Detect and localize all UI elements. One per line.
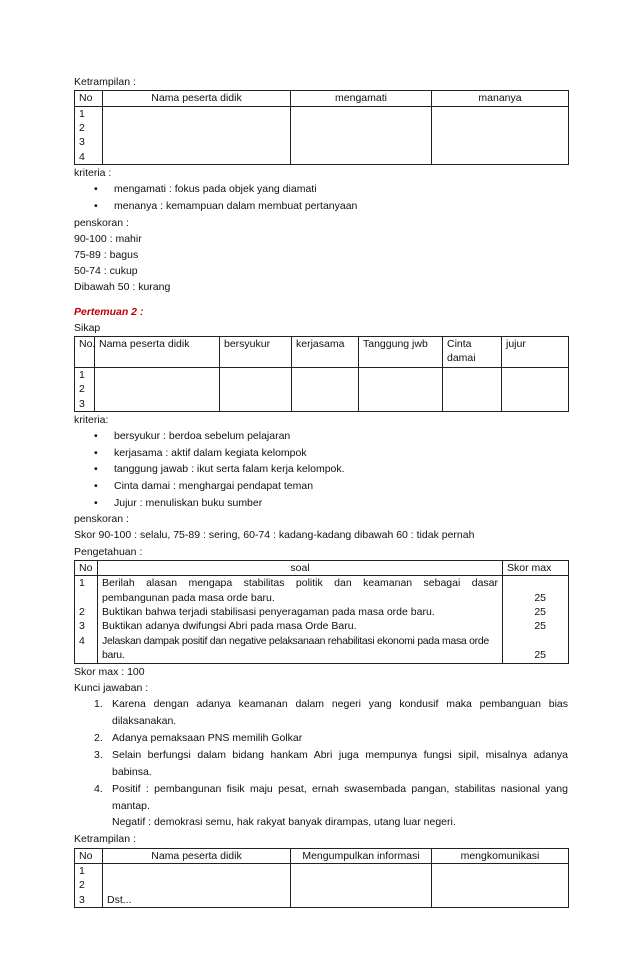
list-item: • bersyukur : berdoa sebelum pelajaran: [74, 428, 568, 445]
pengetahuan-label: Pengetahuan :: [74, 545, 143, 558]
score-line: Dibawah 50 : kurang: [74, 281, 171, 294]
row-number: 2: [79, 122, 85, 135]
ketrampilan-table-1: [74, 90, 569, 165]
cell-empty: [432, 863, 569, 907]
table-header-row: [75, 848, 569, 863]
header-mengumpulkan: Mengumpulkan informasi: [291, 848, 432, 863]
skor-value: 25: [534, 649, 546, 662]
header-kerjasama: kerjasama: [292, 336, 359, 367]
row-number: 4: [79, 634, 85, 647]
kriteria-label: kriteria :: [74, 167, 112, 180]
header-tanggung-jawab: Tanggung jwb: [359, 336, 443, 367]
kriteria-list: [74, 181, 568, 214]
item-number: 3.: [94, 748, 103, 761]
header-soal: soal: [98, 560, 503, 575]
table-header-row: [75, 560, 569, 575]
table-header-row: [75, 91, 569, 106]
penskoran-label: penskoran :: [74, 216, 129, 229]
cell-empty: [103, 106, 291, 165]
row-number: 1: [79, 107, 85, 120]
row-numbers: [75, 863, 103, 907]
row-numbers: [75, 106, 103, 165]
cell-empty: [95, 367, 220, 411]
cell-empty: [220, 367, 292, 411]
item-text: Karena dengan adanya keamanan dalam negeri yang kondusif maka pembanguan bias dilaksanakan.: [112, 698, 568, 727]
row-number: 2: [79, 606, 85, 619]
soal-table: [74, 560, 569, 664]
ketrampilan-label: Ketrampilan :: [74, 76, 136, 88]
list-item: [74, 781, 568, 815]
item-text: Positif : pembangunan fisik maju pesat, ernah swasembada pangan, stabilitas nasional yang mantap.: [112, 782, 568, 812]
list-item: • menanya : kemampuan dalam membuat pertanyaan: [74, 198, 568, 215]
kunci-list: [74, 696, 568, 831]
row-number: 1: [79, 577, 85, 590]
penskoran-label: penskoran :: [74, 513, 129, 526]
item-number: 1.: [94, 698, 103, 711]
soal-list: [98, 576, 503, 663]
row-numbers: [75, 576, 98, 663]
header-nama: Nama peserta didik: [103, 848, 291, 863]
kunci-label: Kunci jawaban :: [74, 681, 149, 694]
header-no: No.: [75, 336, 95, 367]
row-number: 3: [79, 397, 85, 410]
header-menanya: mananya: [432, 91, 569, 106]
cell-empty: [292, 367, 359, 411]
skor-max-line: Skor max : 100: [74, 665, 145, 678]
skor-line: Skor 90-100 : selalu, 75-89 : sering, 60-74 : kadang-kadang dibawah 60 : tidak pernah: [74, 529, 475, 542]
header-nama: Nama peserta didik: [95, 336, 220, 367]
table-header-row: [75, 336, 569, 367]
header-mengamati: mengamati: [291, 91, 432, 106]
score-line: 90-100 : mahir: [74, 232, 142, 245]
table-row: [75, 106, 569, 165]
list-item: • kerjasama : aktif dalam kegiata kelompok: [74, 445, 568, 462]
row-number: 2: [79, 879, 85, 892]
skor-list: [503, 576, 569, 663]
cell-empty: [443, 367, 502, 411]
soal-text: Buktikan bahwa terjadi stabilisasi penyeragaman pada masa orde baru.: [102, 606, 435, 619]
header-no: No: [75, 848, 103, 863]
header-bersyukur: bersyukur: [220, 336, 292, 367]
row-number: 3: [79, 136, 85, 149]
skor-value: 25: [534, 620, 546, 633]
list-item: [74, 696, 568, 730]
row-number: 1: [79, 368, 85, 381]
cell-empty: [432, 106, 569, 165]
document-page: [74, 74, 568, 908]
header-mengkomunikasi: mengkomunikasi: [432, 848, 569, 863]
sikap-table: [74, 336, 569, 412]
table-row: [75, 367, 569, 411]
row-number: 4: [79, 150, 85, 163]
score-line: 50-74 : cukup: [74, 265, 138, 278]
soal-text: Buktikan adanya dwifungsi Abri pada masa Orde Baru.: [102, 620, 357, 633]
cell-empty: [291, 106, 432, 165]
cell-empty: [359, 367, 443, 411]
soal-text: Berilah alasan mengapa stabilitas politik dan keamanan sebagai dasar pembangunan pada masa orde baru.: [102, 577, 498, 604]
list-item: • mengamati : fokus pada objek yang diamati: [74, 181, 568, 198]
row-number: 3: [79, 620, 85, 633]
row-number: 3: [79, 893, 85, 906]
table-row: [75, 576, 569, 663]
sikap-label: Sikap: [74, 321, 101, 334]
list-item: • Cinta damai : menghargai pendapat teman: [74, 478, 568, 495]
list-item: • tanggung jawab : ikut serta falam kerja kelompok.: [74, 461, 568, 478]
list-item: [74, 747, 568, 781]
skor-value: 25: [534, 591, 546, 604]
row-number: 2: [79, 383, 85, 396]
dst-cell: Dst...: [103, 863, 291, 907]
row-numbers: [75, 367, 95, 411]
score-line: 75-89 : bagus: [74, 249, 139, 262]
header-cinta-damai: Cinta damai: [443, 336, 502, 367]
ketrampilan-label: Ketrampilan :: [74, 833, 136, 846]
item-number: 2.: [94, 731, 103, 744]
table-row: [75, 863, 569, 907]
item-number: 4.: [94, 782, 103, 795]
kriteria-label: kriteria:: [74, 414, 109, 427]
item-text: Adanya pemaksaan PNS memilih Golkar: [112, 731, 303, 744]
skor-value: 25: [534, 606, 546, 619]
header-nama: Nama peserta didik: [103, 91, 291, 106]
list-item: [74, 814, 568, 831]
list-item: • Jujur : menuliskan buku sumber: [74, 495, 568, 512]
header-jujur: jujur: [502, 336, 569, 367]
list-item: [74, 730, 568, 747]
cell-empty: [291, 863, 432, 907]
header-skor-max: Skor max: [503, 560, 569, 575]
item-text: Selain berfungsi dalam bidang hankam Abri juga mempunya fungsi sipil, misalnya adanya babinsa.: [112, 748, 568, 778]
negatif-text: Negatif : demokrasi semu, hak rakyat banyak dirampas, utang luar negeri.: [112, 816, 456, 829]
row-number: 1: [79, 864, 85, 877]
soal-text: Jelaskan dampak positif dan negative pelaksanaan rehabilitasi ekonomi pada masa orde baru.: [102, 634, 489, 662]
kriteria-list: [74, 428, 568, 511]
cell-empty: [502, 367, 569, 411]
pertemuan-heading: Pertemuan 2 :: [74, 305, 144, 318]
header-no: No: [75, 560, 98, 575]
ketrampilan-table-2: [74, 848, 569, 909]
header-no: No: [75, 91, 103, 106]
